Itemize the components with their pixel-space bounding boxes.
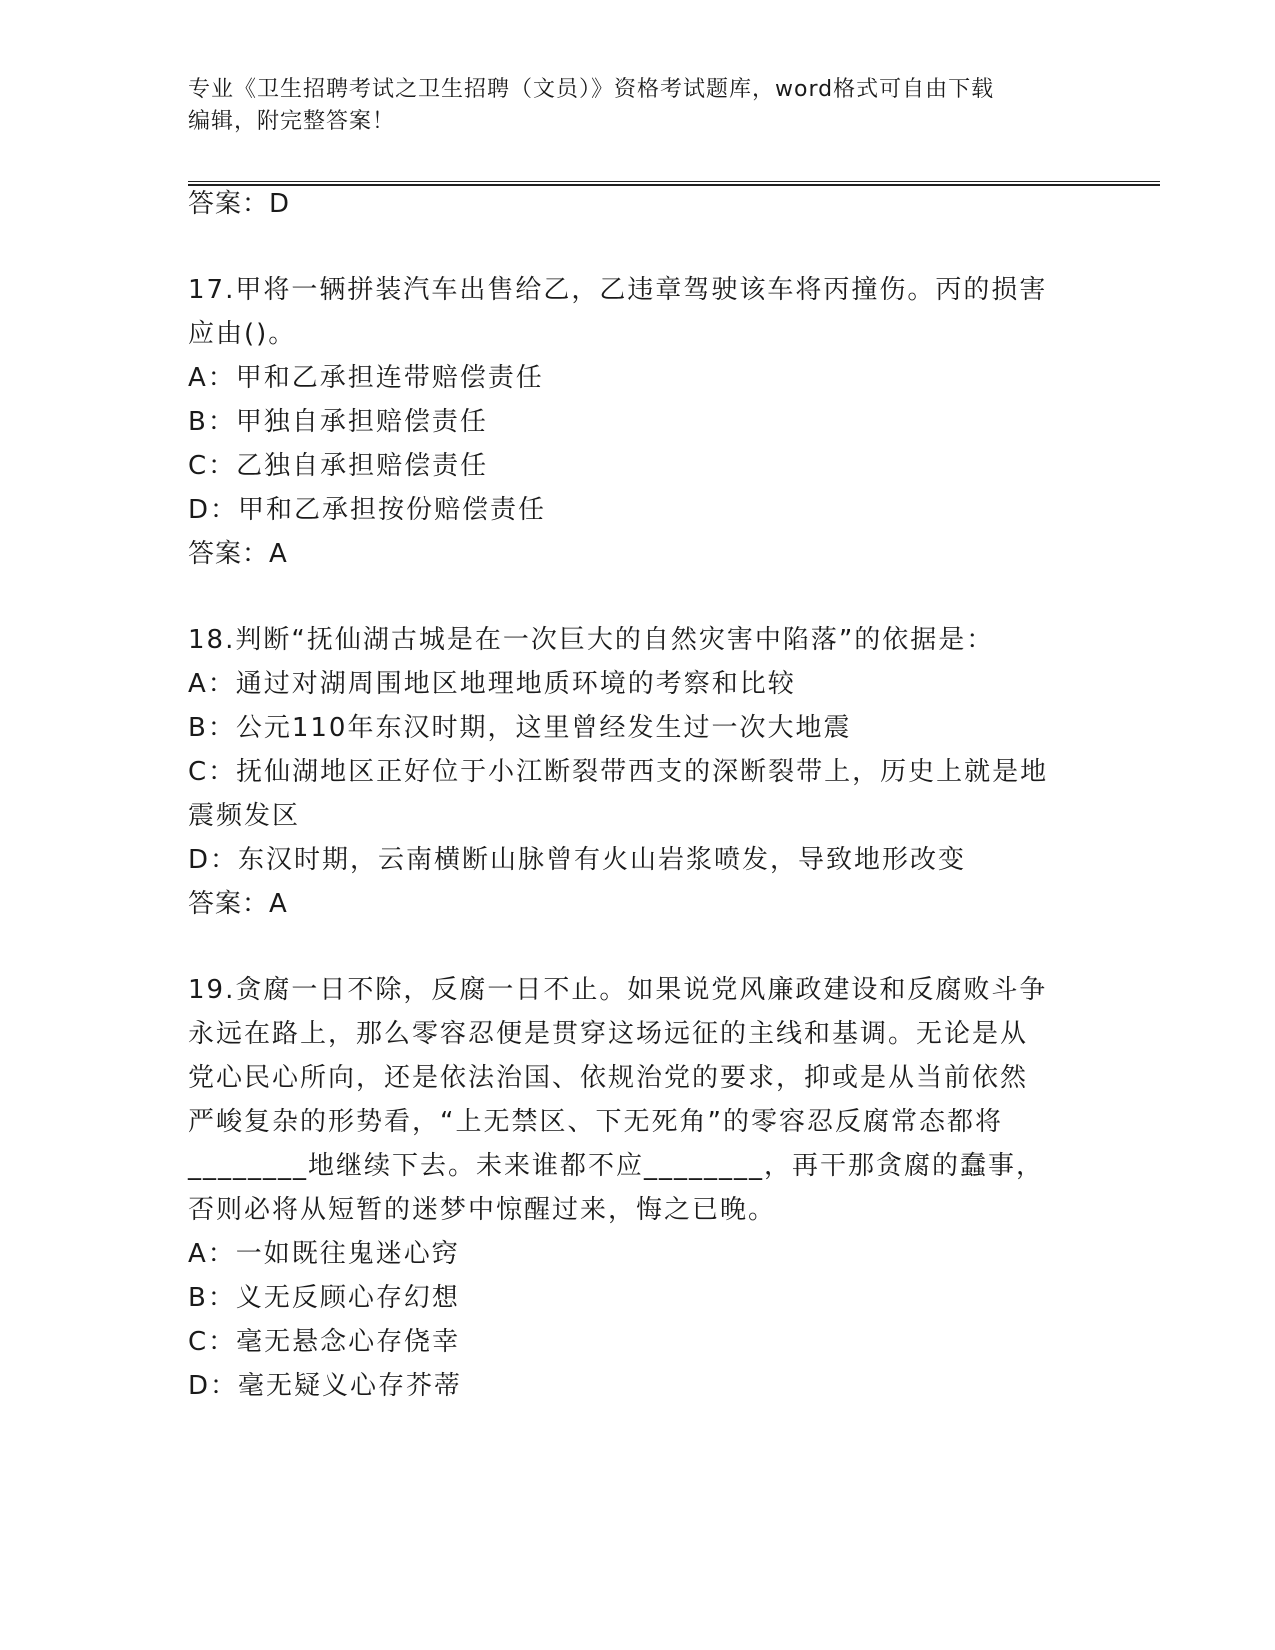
q19-stem-line-1: 19.贪腐一日不除，反腐一日不止。如果说党风廉政建设和反腐败斗争 bbox=[188, 975, 1048, 1005]
q17-option-a: A：甲和乙承担连带赔偿责任 bbox=[188, 363, 544, 393]
q17-option-c: C：乙独自承担赔偿责任 bbox=[188, 451, 489, 481]
q19-stem-line-6: 否则必将从短暂的迷梦中惊醒过来，悔之已晚。 bbox=[188, 1195, 777, 1225]
q18-option-d: D：东汉时期，云南横断山脉曾有火山岩浆喷发，导致地形改变 bbox=[188, 845, 967, 875]
header-divider-thick bbox=[188, 184, 1160, 186]
q19-stem-line-3: 党心民心所向，还是依法治国、依规治党的要求，抑或是从当前依然 bbox=[188, 1063, 1029, 1093]
q19-option-a: A：一如既往鬼迷心窍 bbox=[188, 1239, 460, 1269]
q17-option-d: D：甲和乙承担按份赔偿责任 bbox=[188, 495, 547, 525]
q19-option-b: B：义无反顾心存幻想 bbox=[188, 1283, 460, 1313]
q18-option-c-cont: 震频发区 bbox=[188, 801, 301, 831]
q19-stem-line-2: 永远在路上，那么零容忍便是贯穿这场远征的主线和基调。无论是从 bbox=[188, 1019, 1029, 1049]
q19-stem-line-5: ________地继续下去。未来谁都不应________，再干那贪腐的蠢事， bbox=[188, 1151, 1045, 1181]
q17-stem-line-2: 应由()。 bbox=[188, 319, 297, 349]
page-header bbox=[188, 74, 1068, 138]
header-line-2: 编辑，附完整答案！ bbox=[188, 109, 396, 134]
q17-answer: 答案：A bbox=[188, 539, 288, 569]
q17-option-b: B：甲独自承担赔偿责任 bbox=[188, 407, 488, 437]
q18-option-a: A：通过对湖周围地区地理地质环境的考察和比较 bbox=[188, 669, 796, 699]
answer-prev: 答案：D bbox=[188, 189, 291, 219]
q18-option-c: C：抚仙湖地区正好位于小江断裂带西支的深断裂带上，历史上就是地 bbox=[188, 757, 1049, 787]
q18-answer: 答案：A bbox=[188, 889, 288, 919]
q17-stem-line-1: 17.甲将一辆拼装汽车出售给乙，乙违章驾驶该车将丙撞伤。丙的损害 bbox=[188, 275, 1048, 305]
header-divider bbox=[188, 181, 1160, 182]
q18-stem: 18.判断“抚仙湖古城是在一次巨大的自然灾害中陷落”的依据是： bbox=[188, 625, 995, 655]
q19-option-d: D：毫无疑义心存芥蒂 bbox=[188, 1371, 463, 1401]
q19-stem-line-4: 严峻复杂的形势看，“上无禁区、下无死角”的零容忍反腐常态都将 bbox=[188, 1107, 1003, 1137]
q18-option-b: B：公元110年东汉时期，这里曾经发生过一次大地震 bbox=[188, 713, 852, 743]
q19-option-c: C：毫无悬念心存侥幸 bbox=[188, 1327, 461, 1357]
header-line-1: 专业《卫生招聘考试之卫生招聘（文员）》资格考试题库，word格式可自由下载 bbox=[188, 77, 995, 102]
